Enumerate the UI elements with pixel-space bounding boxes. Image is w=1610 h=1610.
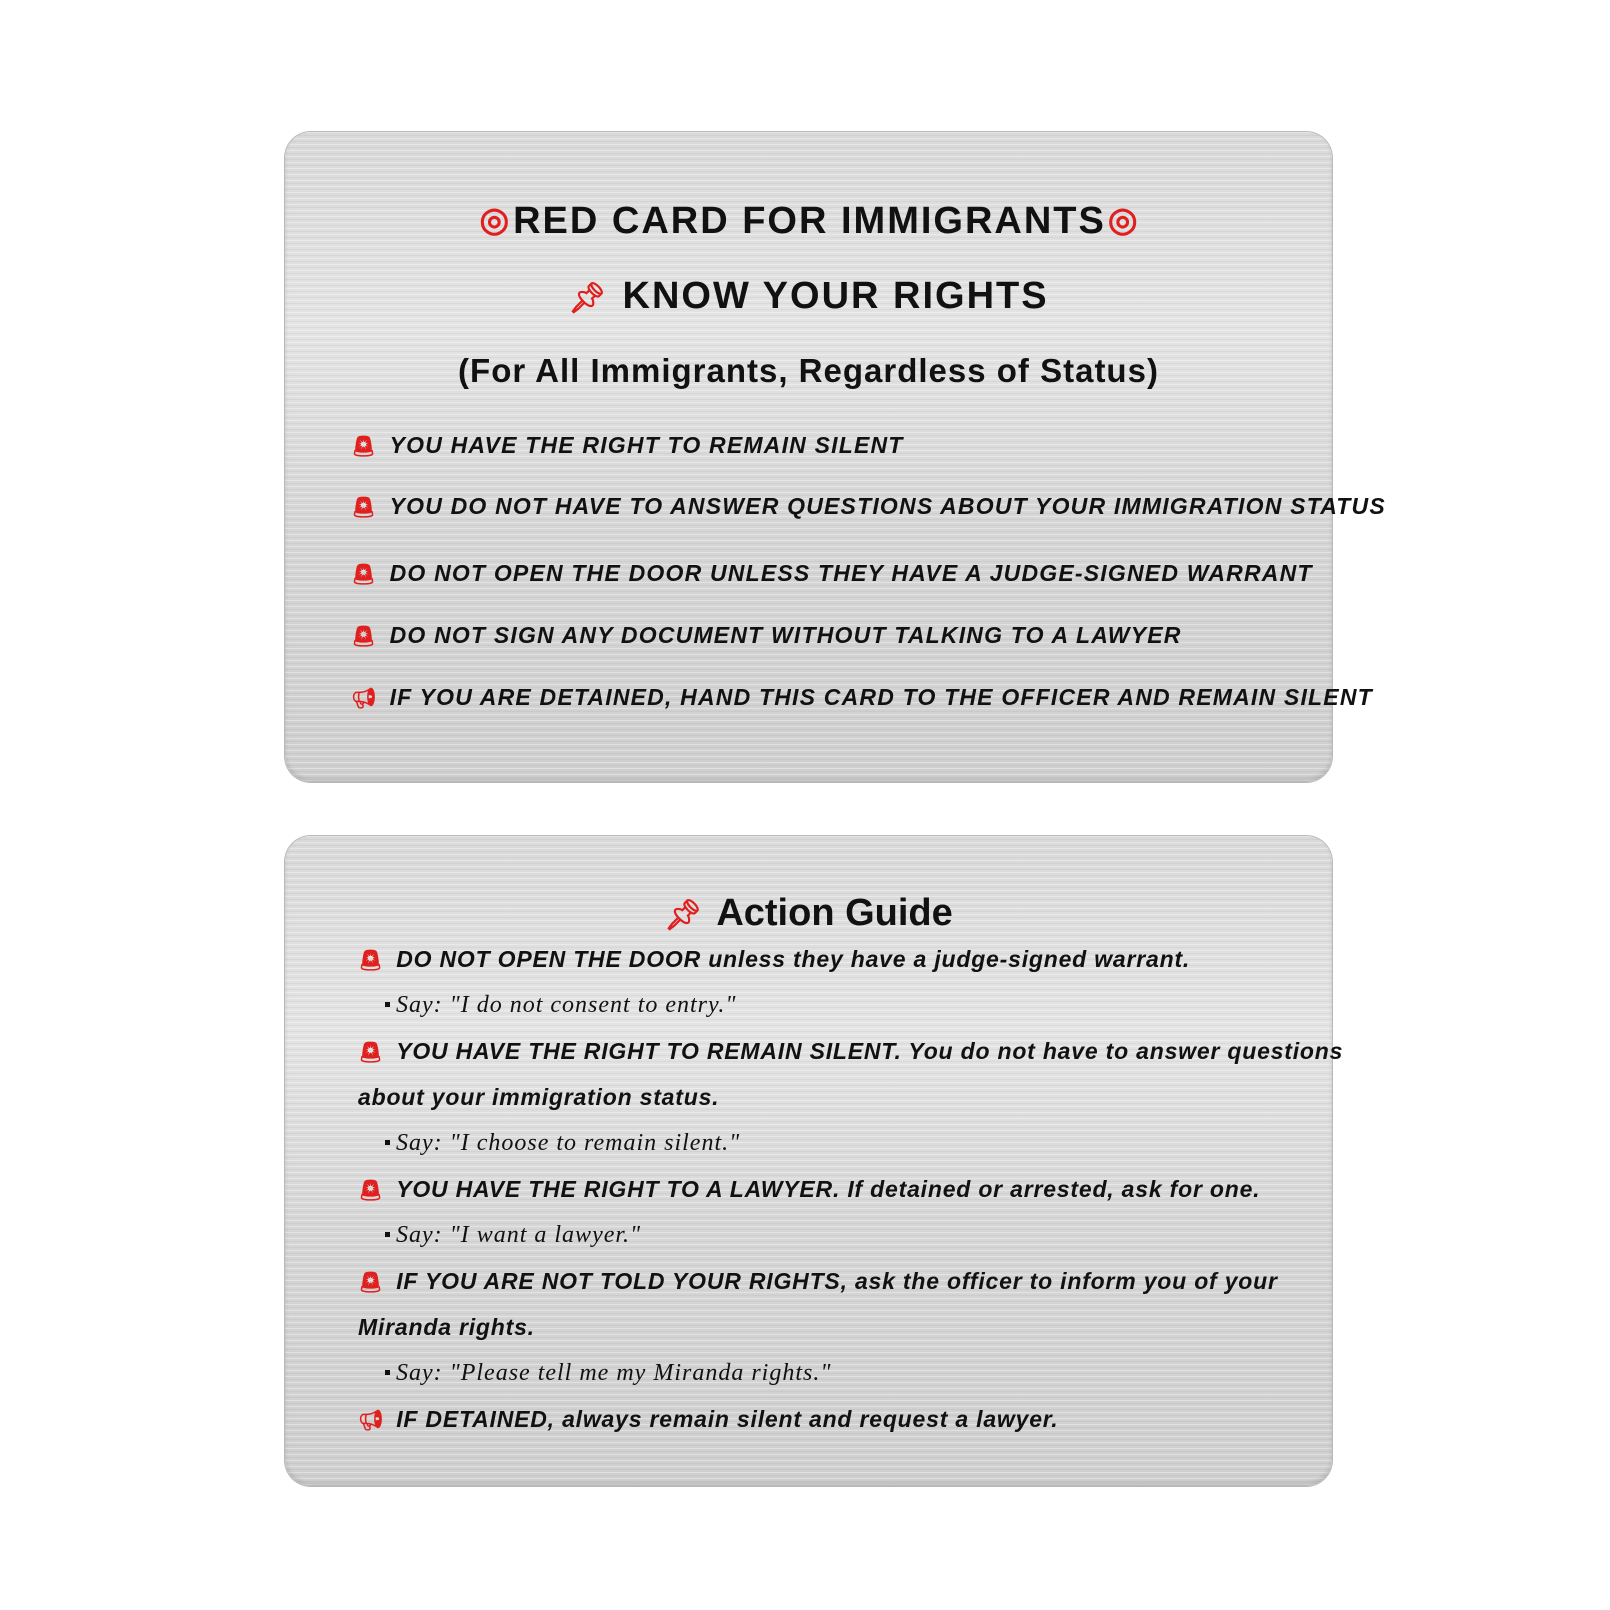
rights-item: 🚨︎ DO NOT OPEN THE DOOR UNLESS THEY HAVE A JUDGE-SIGNED WARRANT xyxy=(351,560,1313,586)
siren-icon: 🚨︎ xyxy=(358,1180,385,1202)
siren-icon: 🚨︎ xyxy=(358,950,385,972)
action-guide-heading: 📌︎ Action Guide xyxy=(664,892,953,934)
say-line: Say: "Please tell me my Miranda rights." xyxy=(385,1360,831,1387)
siren-icon: 🚨︎ xyxy=(351,436,378,458)
rights-item: 🚨︎ DO NOT SIGN ANY DOCUMENT WITHOUT TALKING TO A LAWYER xyxy=(351,622,1182,648)
siren-icon: 🚨︎ xyxy=(351,497,378,519)
pushpin-icon: 📌︎ xyxy=(664,899,703,932)
red-card-front xyxy=(285,132,1386,782)
guide-item: 🚨︎ YOU HAVE THE RIGHT TO REMAIN SILENT. You do not have to answer questions xyxy=(358,1038,1344,1064)
guide-item-continued: about your immigration status. xyxy=(358,1084,720,1110)
card-heading: 📌︎ KNOW YOUR RIGHTS xyxy=(568,275,1049,317)
siren-icon: 🚨︎ xyxy=(358,1272,385,1294)
say-line: Say: "I do not consent to entry." xyxy=(385,992,736,1019)
siren-icon: 🚨︎ xyxy=(351,626,378,648)
pushpin-icon: 📌︎ xyxy=(568,282,609,315)
rights-item: 🚨︎ YOU DO NOT HAVE TO ANSWER QUESTIONS ABOUT YOUR IMMIGRATION STATUS xyxy=(351,493,1386,519)
bullet-icon xyxy=(385,1002,390,1007)
red-card-back xyxy=(285,836,1344,1486)
bullet-icon xyxy=(385,1232,390,1237)
bullet-icon xyxy=(385,1370,390,1375)
megaphone-icon: 📢︎ xyxy=(358,1410,385,1432)
guide-item: 📢︎ IF DETAINED, always remain silent and request a lawyer. xyxy=(358,1406,1059,1432)
guide-item: 🚨︎ IF YOU ARE NOT TOLD YOUR RIGHTS, ask the officer to inform you of your xyxy=(358,1268,1278,1294)
say-line: Say: "I want a lawyer." xyxy=(385,1222,641,1249)
card-title: ◎RED CARD FOR IMMIGRANTS◎ xyxy=(479,200,1140,242)
rights-item: 🚨︎ YOU HAVE THE RIGHT TO REMAIN SILENT xyxy=(351,432,904,458)
siren-icon: 🚨︎ xyxy=(358,1042,385,1064)
say-line: Say: "I choose to remain silent." xyxy=(385,1130,740,1157)
megaphone-icon: 📢︎ xyxy=(351,688,378,710)
rights-item: 📢︎ IF YOU ARE DETAINED, HAND THIS CARD TO THE OFFICER AND REMAIN SILENT xyxy=(351,684,1373,710)
bullet-icon xyxy=(385,1140,390,1145)
target-icon: ◎ xyxy=(1107,201,1140,239)
siren-icon: 🚨︎ xyxy=(351,564,378,586)
guide-item: 🚨︎ YOU HAVE THE RIGHT TO A LAWYER. If detained or arrested, ask for one. xyxy=(358,1176,1261,1202)
guide-item-continued: Miranda rights. xyxy=(358,1314,535,1340)
guide-item: 🚨︎ DO NOT OPEN THE DOOR unless they have a judge-signed warrant. xyxy=(358,946,1191,972)
target-icon: ◎ xyxy=(479,201,512,239)
card-subtitle: (For All Immigrants, Regardless of Status) xyxy=(458,352,1159,389)
